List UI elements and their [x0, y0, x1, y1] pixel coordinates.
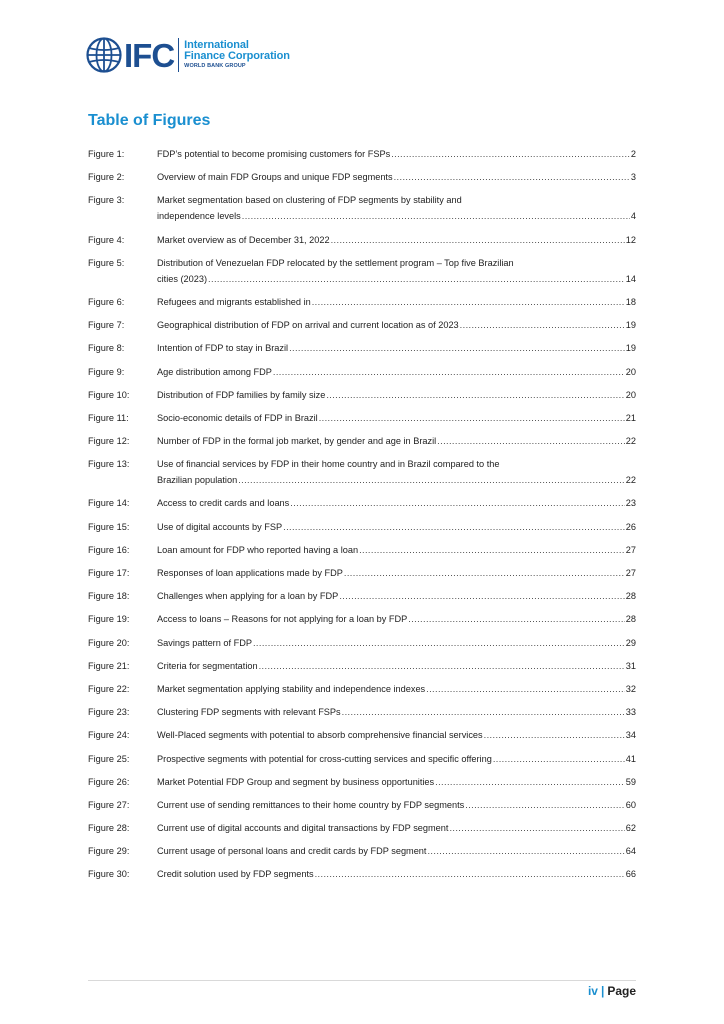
- toc-entry[interactable]: [88, 843, 636, 859]
- dot-leader: [344, 565, 625, 581]
- figure-title-line-with-page: [157, 565, 636, 581]
- figure-title: Current use of sending remittances to their home country by FDP segments: [157, 799, 465, 810]
- dot-leader: [283, 519, 625, 535]
- figure-title: cities (2023): [157, 273, 208, 284]
- figure-title-line-with-page: [157, 232, 636, 248]
- figure-title-line-with-page: [157, 542, 636, 558]
- figure-title: Savings pattern of FDP: [157, 637, 252, 648]
- figure-title-line-with-page: [157, 727, 636, 743]
- figure-page-number: 4: [630, 211, 636, 222]
- toc-entry[interactable]: [88, 681, 636, 697]
- toc-entry[interactable]: [88, 611, 636, 627]
- figure-title: FDP’s potential to become promising customers for FSPs: [157, 149, 391, 159]
- figure-page-number: 26: [625, 521, 636, 532]
- figure-title-line-with-page: [157, 317, 636, 333]
- figure-label: Figure 17:: [88, 568, 130, 578]
- figure-title: Socio-economic details of FDP in Brazil: [157, 412, 318, 423]
- dot-leader: [208, 271, 625, 287]
- toc-entry[interactable]: [88, 866, 636, 882]
- toc-entry[interactable]: [88, 364, 636, 380]
- figure-page-number: 64: [625, 846, 636, 857]
- figure-title-line: Distribution of Venezuelan FDP relocated by the settlement program – Top five Brazilian: [157, 257, 514, 268]
- toc-entry[interactable]: [88, 433, 636, 449]
- figure-label: Figure 23:: [88, 707, 130, 718]
- figure-title-line-with-page: [157, 410, 636, 426]
- figure-title-line-with-page: [157, 146, 636, 162]
- dot-leader: [449, 820, 624, 836]
- toc-entry[interactable]: [88, 456, 636, 488]
- figure-entry-body: [157, 866, 636, 882]
- dot-leader: [259, 658, 625, 674]
- figure-entry-body: [157, 635, 636, 651]
- figure-title-line-with-page: [157, 271, 636, 287]
- dot-leader: [331, 232, 625, 248]
- dot-leader: [408, 611, 625, 627]
- figure-title-line-with-page: [157, 495, 636, 511]
- dot-leader: [273, 364, 625, 380]
- toc-entry[interactable]: [88, 727, 636, 743]
- figure-page-number: 32: [625, 683, 636, 694]
- figure-title: Access to loans – Reasons for not applying for a loan by FDP: [157, 614, 408, 625]
- figure-title: Access to credit cards and loans: [157, 498, 290, 509]
- figure-page-number: 20: [625, 389, 636, 400]
- figure-label: Figure 11:: [88, 412, 129, 423]
- figure-title: Number of FDP in the formal job market, by gender and age in Brazil: [157, 436, 437, 447]
- figure-title: Overview of main FDP Groups and unique FDP segments: [157, 172, 393, 183]
- dot-leader: [427, 843, 624, 859]
- figure-title-line-with-page: [157, 704, 636, 720]
- figure-title-line-with-page: [157, 294, 636, 310]
- dot-leader: [315, 866, 625, 882]
- toc-entry[interactable]: [88, 797, 636, 813]
- toc-entry[interactable]: [88, 774, 636, 790]
- footer-separator: |: [600, 984, 605, 998]
- figure-label: Figure 18:: [88, 591, 130, 602]
- figure-entry-body: [157, 658, 636, 674]
- figure-entry-body: [157, 340, 636, 356]
- figure-title: Loan amount for FDP who reported having a loan: [157, 544, 359, 555]
- figure-title: independence levels: [157, 211, 241, 222]
- figure-label: Figure 25:: [88, 753, 130, 764]
- logo-line-finance-corporation: Finance Corporation: [184, 50, 290, 63]
- dot-leader: [359, 542, 625, 558]
- figure-page-number: 23: [625, 498, 636, 509]
- toc-entry[interactable]: [88, 410, 636, 426]
- toc-entry[interactable]: [88, 751, 636, 767]
- page-footer: [588, 984, 636, 998]
- figure-title-line-with-page: [157, 588, 636, 604]
- figure-entry-body: [157, 456, 636, 488]
- ifc-logo: [86, 36, 290, 74]
- figure-title: Responses of loan applications made by FDP: [157, 568, 343, 578]
- toc-entry[interactable]: [88, 192, 636, 224]
- figure-title-line: Use of financial services by FDP in their home country and in Brazil compared to the: [157, 459, 500, 470]
- figure-page-number: 27: [625, 568, 636, 578]
- figure-entry-body: [157, 410, 636, 426]
- dot-leader: [484, 727, 625, 743]
- figure-title: Distribution of FDP families by family size: [157, 389, 326, 400]
- figure-title: Market segmentation applying stability and independence indexes: [157, 683, 426, 694]
- figure-title: Brazilian population: [157, 475, 238, 486]
- figure-title: Geographical distribution of FDP on arrival and current location as of 2023: [157, 320, 459, 331]
- footer-divider: [88, 980, 636, 981]
- figure-label: Figure 2:: [88, 172, 125, 183]
- figure-page-number: 27: [625, 544, 636, 555]
- dot-leader: [391, 146, 630, 162]
- figure-page-number: 62: [625, 823, 636, 834]
- figure-title-line-with-page: [157, 843, 636, 859]
- figure-title: Intention of FDP to stay in Brazil: [157, 343, 289, 354]
- figure-entry-body: [157, 704, 636, 720]
- page-title: Table of Figures: [88, 112, 211, 129]
- figure-label: Figure 6:: [88, 296, 125, 307]
- dot-leader: [493, 751, 625, 767]
- figure-title-line-with-page: [157, 169, 636, 185]
- figure-label: Figure 14:: [88, 498, 130, 509]
- figure-title-line-with-page: [157, 519, 636, 535]
- figure-title: Market Potential FDP Group and segment by business opportunities: [157, 776, 435, 787]
- figure-label: Figure 16:: [88, 544, 130, 555]
- toc-entry[interactable]: [88, 565, 636, 581]
- dot-leader: [253, 635, 625, 651]
- toc-entry[interactable]: [88, 588, 636, 604]
- dot-leader: [437, 433, 625, 449]
- figure-label: Figure 20:: [88, 637, 130, 648]
- figure-entry-body: [157, 364, 636, 380]
- figure-page-number: 29: [625, 637, 636, 648]
- footer-page-word: Page: [607, 984, 636, 998]
- footer-page-number: iv: [587, 984, 598, 998]
- figure-entry-body: [157, 192, 636, 224]
- figure-page-number: 41: [625, 753, 636, 764]
- figure-label: Figure 9:: [88, 366, 125, 377]
- figure-label: Figure 3:: [88, 195, 125, 206]
- dot-leader: [339, 588, 624, 604]
- figure-entry-body: [157, 797, 636, 813]
- figure-page-number: 22: [625, 436, 636, 447]
- dot-leader: [342, 704, 625, 720]
- figure-label: Figure 15:: [88, 521, 130, 532]
- figure-page-number: 12: [625, 234, 636, 245]
- figure-title-line-with-page: [157, 472, 636, 488]
- figure-label: Figure 27:: [88, 799, 130, 810]
- figure-page-number: 19: [625, 343, 636, 354]
- figure-page-number: 28: [625, 591, 636, 602]
- figure-page-number: 34: [625, 730, 636, 741]
- figure-page-number: 33: [625, 707, 636, 718]
- figure-title: Market overview as of December 31, 2022: [157, 234, 330, 245]
- figure-title: Well-Placed segments with potential to absorb comprehensive financial services: [157, 730, 483, 741]
- figure-entry-body: [157, 294, 636, 310]
- figure-title: Age distribution among FDP: [157, 366, 272, 377]
- figure-page-number: 3: [630, 172, 636, 183]
- figure-title: Current use of digital accounts and digital transactions by FDP segment: [157, 823, 449, 834]
- figure-title: Current usage of personal loans and credit cards by FDP segment: [157, 846, 427, 857]
- figure-label: Figure 21:: [88, 660, 130, 671]
- figure-page-number: 21: [625, 412, 636, 423]
- figure-page-number: 20: [625, 366, 636, 377]
- figure-entry-body: [157, 681, 636, 697]
- figure-entry-body: [157, 727, 636, 743]
- toc-entry[interactable]: [88, 658, 636, 674]
- toc-entry[interactable]: [88, 820, 636, 836]
- figure-entry-body: [157, 843, 636, 859]
- figure-title-line-with-page: [157, 364, 636, 380]
- figure-title-line-with-page: [157, 387, 636, 403]
- figure-title-line-with-page: [157, 208, 636, 224]
- ifc-wordmark: IFC: [124, 36, 175, 74]
- figure-title-line-with-page: [157, 797, 636, 813]
- figure-title: Challenges when applying for a loan by FDP: [157, 591, 339, 602]
- figure-entry-body: [157, 519, 636, 535]
- figure-label: Figure 12:: [88, 436, 130, 447]
- figure-label: Figure 4:: [88, 234, 125, 245]
- figure-page-number: 18: [625, 296, 636, 307]
- figure-entry-body: [157, 433, 636, 449]
- toc-entry[interactable]: [88, 169, 636, 185]
- figure-page-number: 60: [625, 799, 636, 810]
- dot-leader: [238, 472, 625, 488]
- figure-label: Figure 26:: [88, 776, 130, 787]
- figure-entry-body: [157, 542, 636, 558]
- toc-entry[interactable]: [88, 704, 636, 720]
- figure-label: Figure 24:: [88, 730, 130, 741]
- figure-title-line-with-page: [157, 658, 636, 674]
- figure-page-number: 22: [625, 475, 636, 486]
- toc-entry[interactable]: [88, 294, 636, 310]
- figure-title-line-with-page: [157, 635, 636, 651]
- figure-title: Credit solution used by FDP segments: [157, 869, 314, 880]
- dot-leader: [290, 495, 625, 511]
- toc-entry[interactable]: [88, 340, 636, 356]
- toc-entry[interactable]: [88, 387, 636, 403]
- figure-entry-body: [157, 588, 636, 604]
- dot-leader: [289, 340, 625, 356]
- figure-title-line-with-page: [157, 611, 636, 627]
- dot-leader: [394, 169, 630, 185]
- dot-leader: [460, 317, 625, 333]
- figure-entry-body: [157, 611, 636, 627]
- toc-entry[interactable]: [88, 542, 636, 558]
- figure-label: Figure 5:: [88, 257, 125, 268]
- figure-entry-body: [157, 169, 636, 185]
- globe-icon: [86, 37, 122, 73]
- figure-entry-body: [157, 317, 636, 333]
- dot-leader: [242, 208, 630, 224]
- figure-page-number: 59: [625, 776, 636, 787]
- figure-title-line-with-page: [157, 340, 636, 356]
- figure-title: Refugees and migrants established in: [157, 296, 311, 307]
- figure-entry-body: [157, 820, 636, 836]
- toc-entry[interactable]: [88, 519, 636, 535]
- figure-page-number: 2: [630, 149, 636, 159]
- table-of-figures: [88, 146, 636, 890]
- toc-entry[interactable]: [88, 146, 636, 162]
- toc-entry[interactable]: [88, 495, 636, 511]
- figure-title-line-with-page: [157, 433, 636, 449]
- figure-label: Figure 29:: [88, 846, 130, 857]
- figure-page-number: 19: [625, 320, 636, 331]
- logo-text: [184, 40, 290, 70]
- figure-label: Figure 13:: [88, 459, 130, 470]
- figure-label: Figure 8:: [88, 343, 125, 354]
- figure-page-number: 28: [625, 614, 636, 625]
- figure-title: Use of digital accounts by FSP: [157, 521, 283, 532]
- figure-entry-body: [157, 232, 636, 248]
- toc-entry[interactable]: [88, 232, 636, 248]
- figure-label: Figure 7:: [88, 320, 125, 331]
- figure-page-number: 14: [625, 273, 636, 284]
- figure-entry-body: [157, 751, 636, 767]
- dot-leader: [326, 387, 624, 403]
- figure-title: Clustering FDP segments with relevant FSPs: [157, 707, 341, 718]
- figure-entry-body: [157, 495, 636, 511]
- figure-page-number: 31: [625, 660, 636, 671]
- figure-label: Figure 1:: [88, 149, 125, 159]
- logo-line-world-bank-group: WORLD BANK GROUP: [184, 63, 246, 70]
- logo-line-international: International: [184, 39, 249, 52]
- toc-entry[interactable]: [88, 255, 636, 287]
- dot-leader: [435, 774, 625, 790]
- figure-label: Figure 30:: [88, 869, 130, 880]
- figure-label: Figure 10:: [88, 389, 130, 400]
- dot-leader: [319, 410, 625, 426]
- figure-title-line: Market segmentation based on clustering of FDP segments by stability and: [157, 195, 462, 206]
- figure-entry-body: [157, 255, 636, 287]
- figure-title-line-with-page: [157, 751, 636, 767]
- toc-entry[interactable]: [88, 635, 636, 651]
- figure-title-line-with-page: [157, 820, 636, 836]
- figure-title: Criteria for segmentation: [157, 660, 258, 671]
- figure-title-line-with-page: [157, 774, 636, 790]
- figure-title-line-with-page: [157, 866, 636, 882]
- toc-entry[interactable]: [88, 317, 636, 333]
- dot-leader: [426, 681, 625, 697]
- figure-title: Prospective segments with potential for cross-cutting services and specific offering: [157, 753, 492, 764]
- figure-entry-body: [157, 565, 636, 581]
- figure-title-line-with-page: [157, 681, 636, 697]
- dot-leader: [465, 797, 625, 813]
- figure-label: Figure 19:: [88, 614, 130, 625]
- figure-entry-body: [157, 387, 636, 403]
- figure-label: Figure 22:: [88, 683, 130, 694]
- logo-divider: [178, 38, 179, 72]
- figure-entry-body: [157, 146, 636, 162]
- figure-label: Figure 28:: [88, 823, 130, 834]
- figure-entry-body: [157, 774, 636, 790]
- dot-leader: [312, 294, 625, 310]
- figure-page-number: 66: [625, 869, 636, 880]
